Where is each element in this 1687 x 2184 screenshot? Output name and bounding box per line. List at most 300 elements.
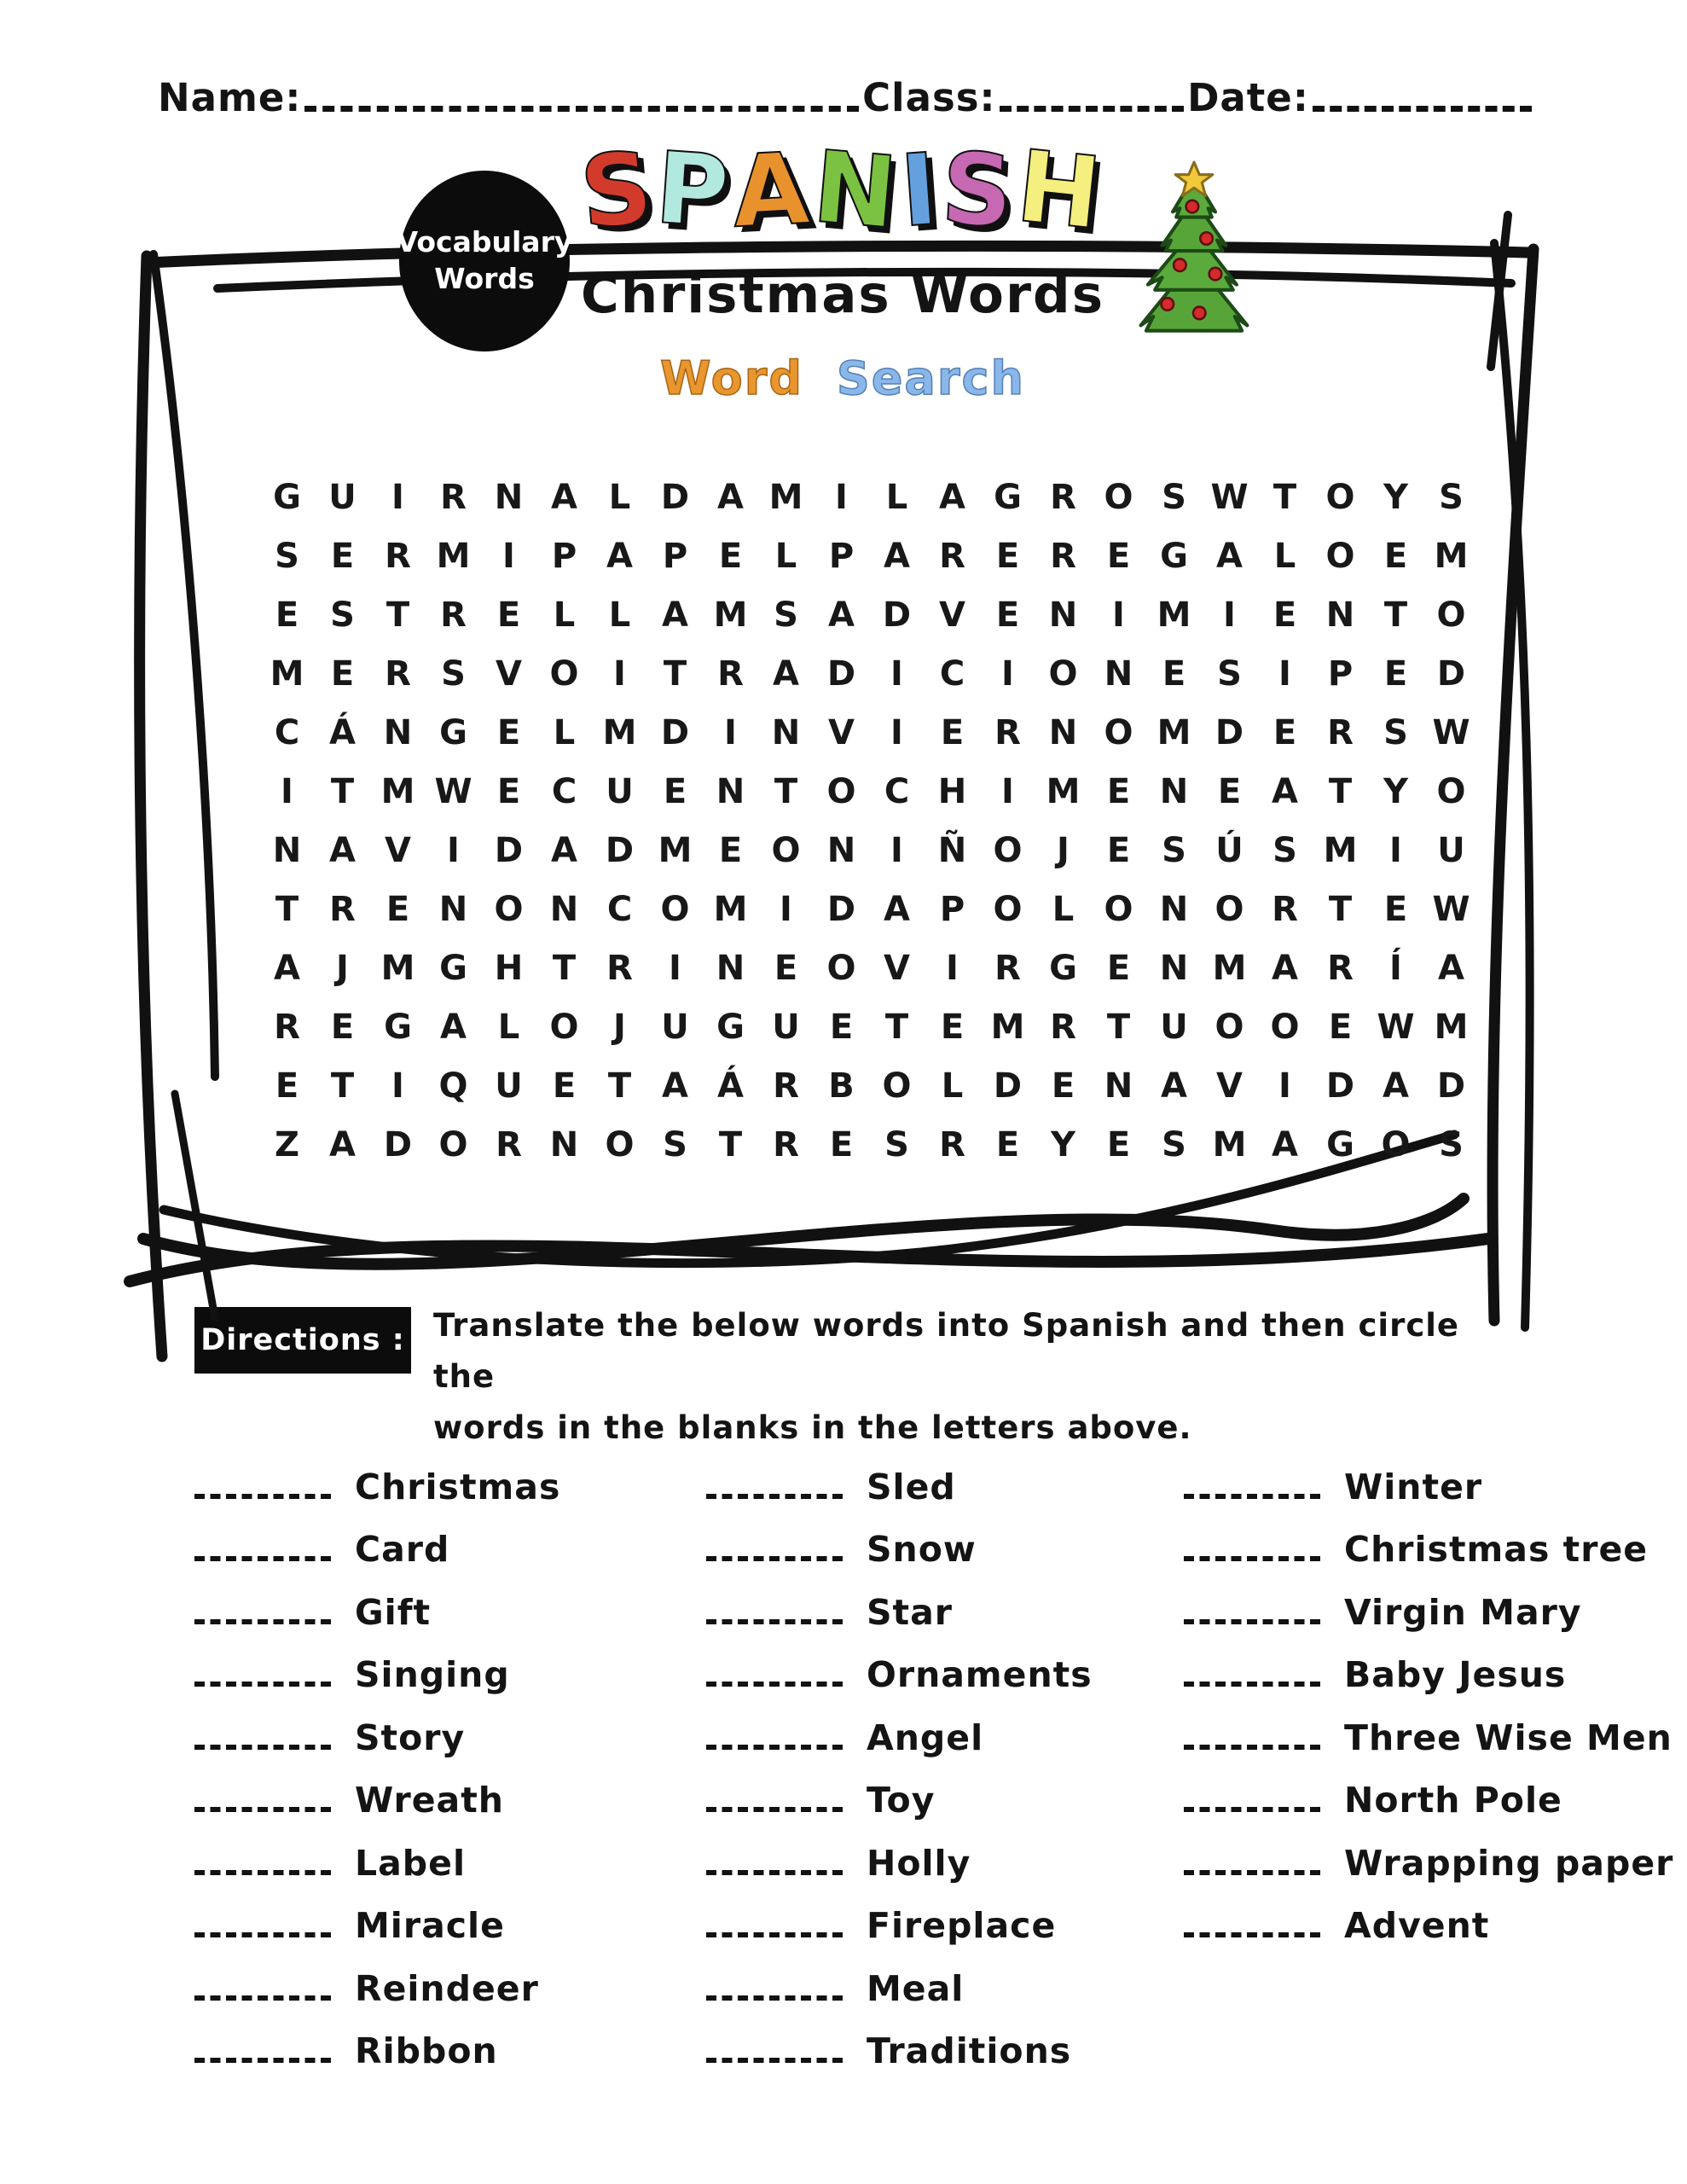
- word-list-label: Fireplace: [867, 1905, 1057, 1947]
- grid-letter: R: [1050, 477, 1076, 517]
- grid-letter: N: [1048, 712, 1078, 752]
- grid-letter: S: [1439, 1124, 1464, 1165]
- grid-letter: A: [662, 1066, 688, 1106]
- grid-letter: Y: [1383, 477, 1408, 517]
- grid-letter: C: [939, 653, 965, 694]
- grid-letter: D: [605, 830, 635, 870]
- grid-letter: O: [660, 889, 690, 929]
- grid-letter: D: [882, 595, 912, 635]
- grid-letter: V: [884, 948, 910, 988]
- grid-letter: A: [717, 477, 744, 517]
- grid-letter: R: [994, 712, 1021, 752]
- grid-letter: V: [828, 712, 855, 752]
- grid-letter: E: [940, 1007, 965, 1047]
- grid-letter: M: [380, 948, 415, 988]
- grid-letter: O: [1215, 1007, 1244, 1047]
- word-list-label: Ornaments: [867, 1654, 1093, 1696]
- grid-letter: M: [1212, 1124, 1247, 1165]
- grid-letter: N: [826, 830, 856, 870]
- grid-letter: J: [613, 1007, 626, 1047]
- grid-letter: Í: [1389, 948, 1402, 988]
- grid-letter: T: [1106, 1007, 1131, 1047]
- grid-letter: H: [494, 948, 524, 988]
- grid-letter: I: [613, 653, 626, 694]
- grid-letter: E: [1162, 653, 1186, 694]
- title-letter: H: [1012, 129, 1110, 253]
- grid-letter: O: [1436, 771, 1466, 811]
- grid-letter: A: [1272, 948, 1298, 988]
- title-letter: A: [729, 131, 817, 251]
- grid-letter: M: [658, 830, 693, 870]
- title-letter: I: [896, 131, 947, 250]
- title-spanish: [570, 129, 1116, 253]
- word-list-label: Virgin Mary: [1344, 1591, 1582, 1633]
- word-list-label: Christmas tree: [1344, 1529, 1649, 1571]
- grid-letter: N: [383, 712, 413, 752]
- grid-letter: T: [330, 771, 355, 811]
- grid-letter: M: [1212, 948, 1247, 988]
- grid-letter: G: [1160, 536, 1188, 576]
- grid-letter: E: [1106, 830, 1131, 870]
- grid-letter: E: [663, 771, 687, 811]
- grid-letter: P: [939, 889, 965, 929]
- grid-letter: O: [771, 830, 801, 870]
- grid-letter: L: [553, 712, 576, 752]
- directions-label: Directions :: [200, 1323, 405, 1357]
- name-label: Name:: [158, 75, 302, 120]
- grid-letter: D: [660, 712, 690, 752]
- word-search-grid: [259, 468, 1479, 1174]
- grid-letter: Q: [438, 1066, 468, 1106]
- title-christmas-words: Christmas Words: [581, 264, 1104, 325]
- grid-letter: I: [1389, 830, 1402, 870]
- grid-letter: E: [995, 1124, 1020, 1165]
- grid-letter: S: [1162, 1124, 1186, 1165]
- grid-letter: R: [939, 536, 965, 576]
- grid-letter: G: [384, 1007, 412, 1047]
- grid-letter: O: [1104, 477, 1133, 517]
- grid-letter: I: [447, 830, 460, 870]
- grid-letter: V: [939, 595, 965, 635]
- grid-letter: G: [994, 477, 1022, 517]
- grid-letter: R: [773, 1066, 799, 1106]
- word-list-label: Winter: [1344, 1466, 1483, 1507]
- grid-letter: T: [663, 653, 687, 694]
- grid-letter: S: [1217, 653, 1242, 694]
- grid-letter: Y: [1383, 771, 1408, 811]
- grid-letter: U: [661, 1007, 689, 1047]
- grid-letter: C: [274, 712, 300, 752]
- grid-letter: I: [1112, 595, 1125, 635]
- grid-letter: N: [438, 889, 468, 929]
- grid-letter: A: [1272, 771, 1298, 811]
- grid-letter: G: [1326, 1124, 1354, 1165]
- grid-letter: E: [774, 948, 798, 988]
- grid-letter: P: [1327, 653, 1354, 694]
- grid-letter: I: [281, 771, 293, 811]
- grid-letter: R: [939, 1124, 965, 1165]
- grid-letter: R: [1327, 712, 1354, 752]
- grid-letter: D: [1436, 1066, 1466, 1106]
- grid-letter: P: [828, 536, 855, 576]
- christmas-tree-icon: [1121, 160, 1267, 338]
- grid-letter: A: [773, 653, 799, 694]
- grid-letter: I: [946, 948, 959, 988]
- grid-letter: M: [990, 1007, 1025, 1047]
- grid-letter: R: [1050, 1007, 1076, 1047]
- grid-letter: A: [551, 477, 577, 517]
- grid-letter: O: [826, 771, 856, 811]
- grid-letter: R: [994, 948, 1021, 988]
- word-list-label: Story: [355, 1716, 466, 1758]
- grid-letter: N: [1048, 595, 1078, 635]
- grid-letter: N: [1159, 771, 1189, 811]
- grid-letter: A: [884, 889, 910, 929]
- grid-letter: E: [718, 536, 743, 576]
- word-list-label: Wrapping paper: [1344, 1842, 1674, 1884]
- grid-letter: A: [329, 1124, 356, 1165]
- grid-letter: O: [1436, 595, 1466, 635]
- grid-letter: L: [608, 477, 631, 517]
- grid-letter: T: [386, 595, 410, 635]
- grid-letter: C: [606, 889, 633, 929]
- grid-letter: E: [718, 830, 743, 870]
- grid-letter: I: [669, 948, 681, 988]
- grid-letter: M: [1157, 595, 1191, 635]
- grid-letter: N: [494, 477, 524, 517]
- grid-letter: E: [1217, 771, 1242, 811]
- grid-letter: N: [1104, 1066, 1133, 1106]
- grid-letter: W: [434, 771, 472, 811]
- grid-letter: P: [662, 536, 688, 576]
- grid-letter: M: [713, 889, 748, 929]
- grid-letter: E: [995, 595, 1020, 635]
- grid-letter: W: [1377, 1007, 1415, 1047]
- grid-letter: D: [660, 477, 690, 517]
- grid-letter: N: [549, 1124, 579, 1165]
- grid-letter: N: [1159, 948, 1189, 988]
- title-letter: S: [939, 131, 1021, 251]
- grid-letter: E: [330, 536, 355, 576]
- grid-letter: N: [771, 712, 801, 752]
- grid-letter: A: [1216, 536, 1243, 576]
- grid-letter: M: [436, 536, 471, 576]
- grid-letter: N: [716, 771, 745, 811]
- grid-letter: S: [1439, 477, 1464, 517]
- word-list-label: Holly: [867, 1842, 971, 1884]
- grid-letter: S: [663, 1124, 687, 1165]
- grid-letter: I: [1223, 595, 1236, 635]
- word-list-label: Reindeer: [355, 1967, 539, 2009]
- grid-letter: E: [552, 1066, 577, 1106]
- grid-letter: M: [380, 771, 415, 811]
- grid-letter: W: [1432, 889, 1470, 929]
- grid-letter: E: [496, 712, 521, 752]
- grid-letter: D: [1436, 653, 1466, 694]
- grid-letter: I: [1001, 771, 1014, 811]
- grid-letter: G: [273, 477, 301, 517]
- grid-letter: O: [605, 1124, 635, 1165]
- grid-letter: B: [828, 1066, 855, 1106]
- grid-letter: M: [1434, 1007, 1469, 1047]
- grid-letter: E: [496, 595, 521, 635]
- grid-letter: S: [1383, 712, 1408, 752]
- word-list-label: Christmas: [355, 1466, 561, 1507]
- grid-letter: U: [495, 1066, 523, 1106]
- grid-letter: R: [329, 889, 356, 929]
- grid-letter: E: [829, 1007, 854, 1047]
- grid-letter: Y: [1051, 1124, 1075, 1165]
- grid-letter: A: [274, 948, 300, 988]
- grid-letter: A: [662, 595, 688, 635]
- directions-line2: words in the blanks in the letters above.: [433, 1409, 1192, 1446]
- grid-letter: N: [1104, 653, 1133, 694]
- word-search-word2: Search: [836, 351, 1025, 405]
- grid-letter: O: [993, 830, 1023, 870]
- grid-letter: T: [1328, 771, 1353, 811]
- grid-letter: I: [780, 889, 792, 929]
- grid-letter: J: [336, 948, 349, 988]
- grid-letter: R: [606, 948, 633, 988]
- grid-letter: D: [1325, 1066, 1355, 1106]
- grid-letter: A: [939, 477, 965, 517]
- grid-letter: Z: [274, 1124, 299, 1165]
- grid-letter: L: [497, 1007, 520, 1047]
- grid-letter: E: [1272, 712, 1297, 752]
- grid-letter: E: [940, 712, 965, 752]
- grid-letter: G: [716, 1007, 745, 1047]
- grid-letter: E: [1272, 595, 1297, 635]
- grid-letter: O: [1325, 477, 1355, 517]
- word-list-label: Baby Jesus: [1344, 1654, 1567, 1696]
- grid-letter: T: [552, 948, 577, 988]
- word-list-label: Angel: [867, 1716, 984, 1758]
- grid-letter: O: [1381, 1124, 1411, 1165]
- grid-letter: E: [275, 1066, 299, 1106]
- grid-letter: E: [995, 536, 1020, 576]
- title-letter: S: [576, 130, 662, 252]
- grid-letter: M: [768, 477, 803, 517]
- word-list-label: Snow: [867, 1529, 977, 1571]
- grid-letter: A: [606, 536, 633, 576]
- grid-letter: A: [828, 595, 855, 635]
- grid-letter: M: [1434, 536, 1469, 576]
- grid-letter: Ú: [1215, 830, 1244, 870]
- grid-letter: M: [1157, 712, 1191, 752]
- grid-letter: U: [328, 477, 357, 517]
- grid-letter: L: [941, 1066, 964, 1106]
- grid-letter: O: [882, 1066, 912, 1106]
- grid-letter: L: [885, 477, 908, 517]
- grid-letter: T: [718, 1124, 743, 1165]
- grid-letter: L: [553, 595, 576, 635]
- grid-letter: Á: [329, 712, 356, 752]
- word-list-label: Wreath: [355, 1780, 504, 1821]
- grid-letter: O: [1270, 1007, 1300, 1047]
- grid-letter: E: [330, 1007, 355, 1047]
- grid-letter: D: [826, 653, 856, 694]
- grid-letter: M: [1323, 830, 1358, 870]
- grid-letter: S: [330, 595, 355, 635]
- grid-letter: I: [890, 712, 903, 752]
- word-list-label: Gift: [355, 1591, 432, 1633]
- grid-letter: H: [937, 771, 967, 811]
- grid-letter: D: [383, 1124, 413, 1165]
- grid-letter: R: [440, 477, 467, 517]
- grid-letter: R: [440, 595, 467, 635]
- grid-letter: Á: [717, 1066, 744, 1106]
- grid-letter: R: [1272, 889, 1298, 929]
- word-list-label: Ribbon: [355, 2030, 498, 2072]
- grid-letter: A: [1272, 1124, 1298, 1165]
- grid-letter: R: [773, 1124, 799, 1165]
- grid-letter: I: [1278, 653, 1291, 694]
- grid-letter: A: [1438, 948, 1464, 988]
- grid-letter: O: [494, 889, 524, 929]
- grid-letter: E: [330, 653, 355, 694]
- grid-letter: O: [826, 948, 856, 988]
- grid-letter: S: [275, 536, 299, 576]
- grid-letter: T: [1383, 595, 1408, 635]
- grid-letter: O: [1215, 889, 1244, 929]
- grid-letter: G: [439, 948, 467, 988]
- grid-letter: C: [884, 771, 910, 811]
- grid-letter: C: [551, 771, 577, 811]
- badge-line2: Words: [434, 262, 535, 295]
- grid-letter: T: [1328, 889, 1353, 929]
- grid-letter: Ñ: [937, 830, 967, 870]
- grid-letter: A: [884, 536, 910, 576]
- grid-letter: M: [270, 653, 304, 694]
- grid-letter: I: [1001, 653, 1014, 694]
- grid-letter: I: [890, 653, 903, 694]
- grid-letter: A: [1161, 1066, 1187, 1106]
- grid-letter: U: [606, 771, 634, 811]
- grid-letter: O: [549, 1007, 579, 1047]
- grid-letter: A: [440, 1007, 467, 1047]
- vocabulary-words-badge: [396, 171, 573, 351]
- word-list-label: Sled: [867, 1466, 956, 1507]
- grid-letter: N: [1325, 595, 1355, 635]
- word-list-label: Singing: [355, 1654, 510, 1696]
- word-list-label: Label: [355, 1842, 467, 1884]
- grid-letter: A: [551, 830, 577, 870]
- title-letter: P: [652, 131, 738, 251]
- word-list-label: Star: [867, 1591, 954, 1633]
- grid-letter: S: [1162, 477, 1186, 517]
- grid-letter: P: [551, 536, 577, 576]
- grid-letter: R: [717, 653, 744, 694]
- word-list-label: Meal: [867, 1967, 965, 2009]
- grid-letter: O: [1104, 889, 1133, 929]
- grid-letter: N: [549, 889, 579, 929]
- grid-letter: T: [774, 771, 798, 811]
- grid-letter: G: [439, 712, 467, 752]
- grid-letter: A: [1383, 1066, 1409, 1106]
- grid-letter: O: [438, 1124, 468, 1165]
- grid-letter: E: [1383, 536, 1408, 576]
- grid-letter: V: [1216, 1066, 1243, 1106]
- grid-letter: I: [391, 1066, 404, 1106]
- word-list-label: North Pole: [1344, 1780, 1562, 1821]
- grid-letter: I: [502, 536, 515, 576]
- grid-letter: T: [1272, 477, 1297, 517]
- grid-letter: L: [1273, 536, 1296, 576]
- grid-letter: E: [1106, 948, 1131, 988]
- grid-letter: I: [1278, 1066, 1291, 1106]
- word-list-label: Miracle: [355, 1905, 505, 1947]
- grid-letter: R: [274, 1007, 300, 1047]
- grid-letter: I: [835, 477, 848, 517]
- title-letter: N: [809, 129, 907, 253]
- grid-letter: W: [1210, 477, 1249, 517]
- grid-letter: D: [993, 1066, 1023, 1106]
- grid-letter: E: [1106, 536, 1131, 576]
- grid-letter: D: [826, 889, 856, 929]
- grid-letter: N: [1159, 889, 1189, 929]
- grid-letter: T: [884, 1007, 909, 1047]
- grid-letter: O: [993, 889, 1023, 929]
- grid-letter: O: [1325, 536, 1355, 576]
- grid-letter: T: [330, 1066, 355, 1106]
- grid-letter: R: [496, 1124, 522, 1165]
- word-list-label: Traditions: [867, 2030, 1072, 2072]
- grid-letter: U: [772, 1007, 800, 1047]
- grid-letter: E: [1383, 889, 1408, 929]
- grid-letter: V: [385, 830, 411, 870]
- grid-letter: O: [549, 653, 579, 694]
- grid-letter: V: [496, 653, 522, 694]
- grid-letter: I: [391, 477, 404, 517]
- grid-letter: I: [890, 830, 903, 870]
- grid-letter: T: [275, 889, 299, 929]
- grid-letter: E: [1051, 1066, 1075, 1106]
- grid-letter: T: [607, 1066, 632, 1106]
- grid-letter: L: [608, 595, 631, 635]
- directions-line1: Translate the below words into Spanish and then circle the: [433, 1307, 1460, 1395]
- grid-letter: E: [1383, 653, 1408, 694]
- grid-letter: G: [1049, 948, 1077, 988]
- word-list-label: Advent: [1344, 1905, 1490, 1947]
- grid-letter: S: [441, 653, 466, 694]
- grid-letter: M: [602, 712, 637, 752]
- grid-letter: L: [774, 536, 797, 576]
- badge-line1: Vocabulary: [396, 225, 573, 259]
- grid-letter: E: [829, 1124, 854, 1165]
- date-label: Date:: [1187, 75, 1309, 120]
- grid-letter: S: [1162, 830, 1186, 870]
- grid-letter: S: [1272, 830, 1297, 870]
- grid-letter: A: [329, 830, 356, 870]
- grid-letter: R: [385, 536, 411, 576]
- grid-letter: J: [1057, 830, 1070, 870]
- word-list-label: Toy: [867, 1780, 936, 1821]
- grid-letter: E: [275, 595, 299, 635]
- word-list-label: Card: [355, 1529, 450, 1571]
- grid-letter: I: [724, 712, 737, 752]
- grid-letter: U: [1160, 1007, 1188, 1047]
- word-search-word1: Word: [660, 351, 804, 405]
- class-label: Class:: [862, 75, 996, 120]
- grid-letter: S: [774, 595, 798, 635]
- grid-letter: E: [386, 889, 410, 929]
- grid-letter: W: [1432, 712, 1470, 752]
- grid-letter: O: [1104, 712, 1133, 752]
- grid-letter: R: [1050, 536, 1076, 576]
- grid-letter: D: [494, 830, 524, 870]
- grid-letter: M: [713, 595, 748, 635]
- grid-letter: E: [1106, 1124, 1131, 1165]
